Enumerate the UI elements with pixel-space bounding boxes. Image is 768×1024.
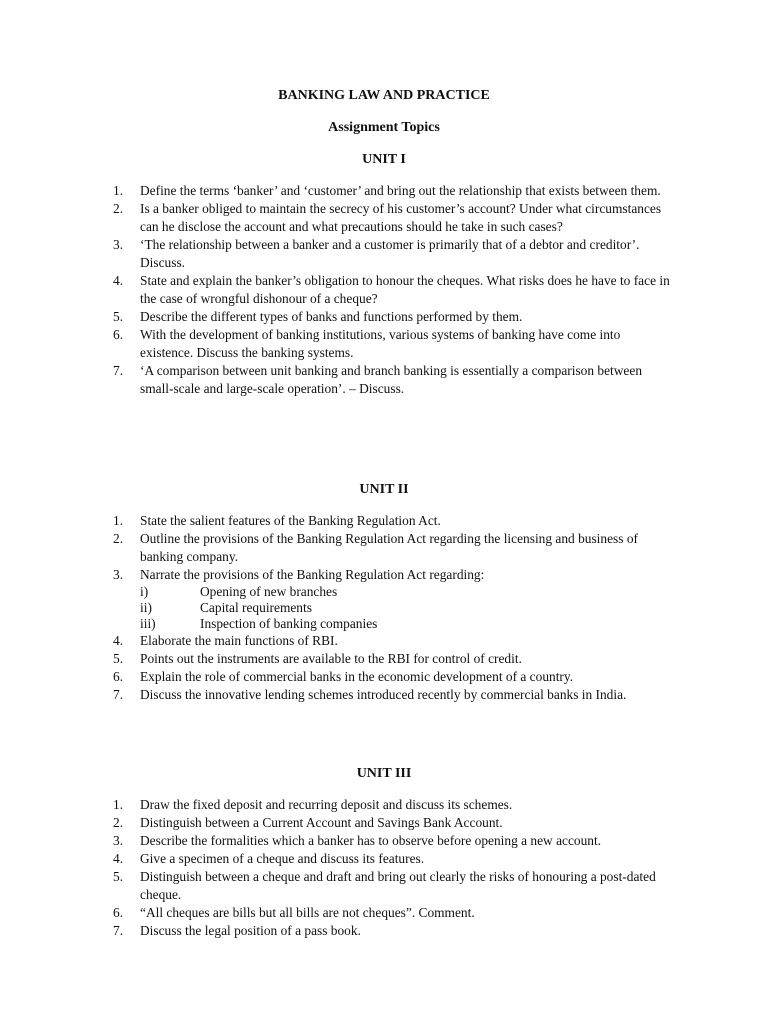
question-number: 6. — [113, 905, 124, 920]
question-number: 1. — [113, 513, 124, 528]
unit-2-heading: UNIT II — [359, 482, 409, 497]
question-item — [113, 200, 673, 236]
question-number: 7. — [113, 923, 124, 938]
question-text: Outline the provisions of the Banking Regulation Act regarding the licensing and business of banking company. — [140, 531, 638, 564]
question-number: 7. — [113, 363, 124, 378]
question-item — [113, 272, 673, 308]
question-text: Describe the formalities which a banker has to observe before opening a new account. — [140, 833, 602, 848]
question-number: 3. — [113, 567, 124, 582]
question-item — [113, 796, 673, 814]
unit-2-questions — [113, 512, 673, 704]
unit-3-questions — [113, 796, 673, 940]
question-item — [113, 308, 673, 326]
question-item — [113, 362, 673, 398]
unit-3-heading: UNIT III — [356, 766, 412, 781]
question-number: 2. — [113, 815, 124, 830]
question-item — [113, 922, 673, 940]
sub-item-numeral: ii) — [140, 600, 152, 615]
question-number: 6. — [113, 669, 124, 684]
question-number: 6. — [113, 327, 124, 342]
sub-item — [113, 584, 673, 600]
question-item — [113, 182, 673, 200]
question-text: Discuss the innovative lending schemes introduced recently by commercial banks in India. — [140, 687, 627, 702]
question-text: Give a specimen of a cheque and discuss its features. — [140, 851, 425, 866]
question-number: 4. — [113, 851, 124, 866]
question-number: 5. — [113, 869, 124, 884]
question-text: State the salient features of the Banking Regulation Act. — [140, 513, 441, 528]
sub-item-numeral: i) — [140, 584, 149, 599]
question-item — [113, 832, 673, 850]
question-item — [113, 632, 673, 650]
question-item — [113, 512, 673, 530]
question-item — [113, 668, 673, 686]
question-text: Narrate the provisions of the Banking Regulation Act regarding: — [140, 567, 485, 582]
question-text: ‘The relationship between a banker and a customer is primarily that of a debtor and creditor’. Discuss. — [140, 237, 640, 270]
question-item — [113, 850, 673, 868]
question-item — [113, 868, 673, 904]
question-text: Describe the different types of banks and functions performed by them. — [140, 309, 523, 324]
question-item — [113, 650, 673, 668]
question-item — [113, 236, 673, 272]
sub-item-text: Capital requirements — [200, 600, 312, 615]
sub-item — [113, 616, 673, 632]
question-number: 1. — [113, 797, 124, 812]
question-item — [113, 904, 673, 922]
question-number: 5. — [113, 651, 124, 666]
question-number: 2. — [113, 531, 124, 546]
sub-item — [113, 600, 673, 616]
question-number: 1. — [113, 183, 124, 198]
question-number: 7. — [113, 687, 124, 702]
unit-1-questions — [113, 182, 673, 398]
sub-item-text: Opening of new branches — [200, 584, 338, 599]
document-title: BANKING LAW AND PRACTICE — [278, 88, 490, 103]
question-number: 4. — [113, 273, 124, 288]
question-number: 4. — [113, 633, 124, 648]
question-text: Distinguish between a cheque and draft and bring out clearly the risks of honouring a post-dated cheque. — [140, 869, 656, 902]
question-text: Is a banker obliged to maintain the secrecy of his customer’s account? Under what circumstances can he disclose the account and what precautions should he take in such cases? — [140, 201, 662, 234]
question-item — [113, 326, 673, 362]
question-item — [113, 530, 673, 566]
question-number: 5. — [113, 309, 124, 324]
unit-1-heading: UNIT I — [362, 152, 406, 167]
question-text: Elaborate the main functions of RBI. — [140, 633, 338, 648]
question-text: Distinguish between a Current Account and Savings Bank Account. — [140, 815, 503, 830]
question-text: Discuss the legal position of a pass book. — [140, 923, 361, 938]
question-number: 2. — [113, 201, 124, 216]
document-subtitle: Assignment Topics — [328, 120, 440, 135]
question-item — [113, 686, 673, 704]
question-text: Points out the instruments are available to the RBI for control of credit. — [140, 651, 522, 666]
question-number: 3. — [113, 237, 124, 252]
sub-item-numeral: iii) — [140, 616, 156, 631]
question-text: With the development of banking institutions, various systems of banking have come into existence. Discuss the banking systems. — [140, 327, 621, 360]
question-text: “All cheques are bills but all bills are not cheques”. Comment. — [140, 905, 475, 920]
question-text: Define the terms ‘banker’ and ‘customer’ and bring out the relationship that exists between them. — [140, 183, 661, 198]
question-text: Explain the role of commercial banks in the economic development of a country. — [140, 669, 574, 684]
question-text: ‘A comparison between unit banking and branch banking is essentially a comparison between small-scale and large-scale operation’. – Discuss. — [140, 363, 643, 396]
sub-item-text: Inspection of banking companies — [200, 616, 378, 631]
question-text: Draw the fixed deposit and recurring deposit and discuss its schemes. — [140, 797, 513, 812]
question-item — [113, 814, 673, 832]
question-text: State and explain the banker’s obligation to honour the cheques. What risks does he have to face in the case of wrongful dishonour of a cheque? — [140, 273, 670, 306]
question-item — [113, 566, 673, 584]
question-number: 3. — [113, 833, 124, 848]
